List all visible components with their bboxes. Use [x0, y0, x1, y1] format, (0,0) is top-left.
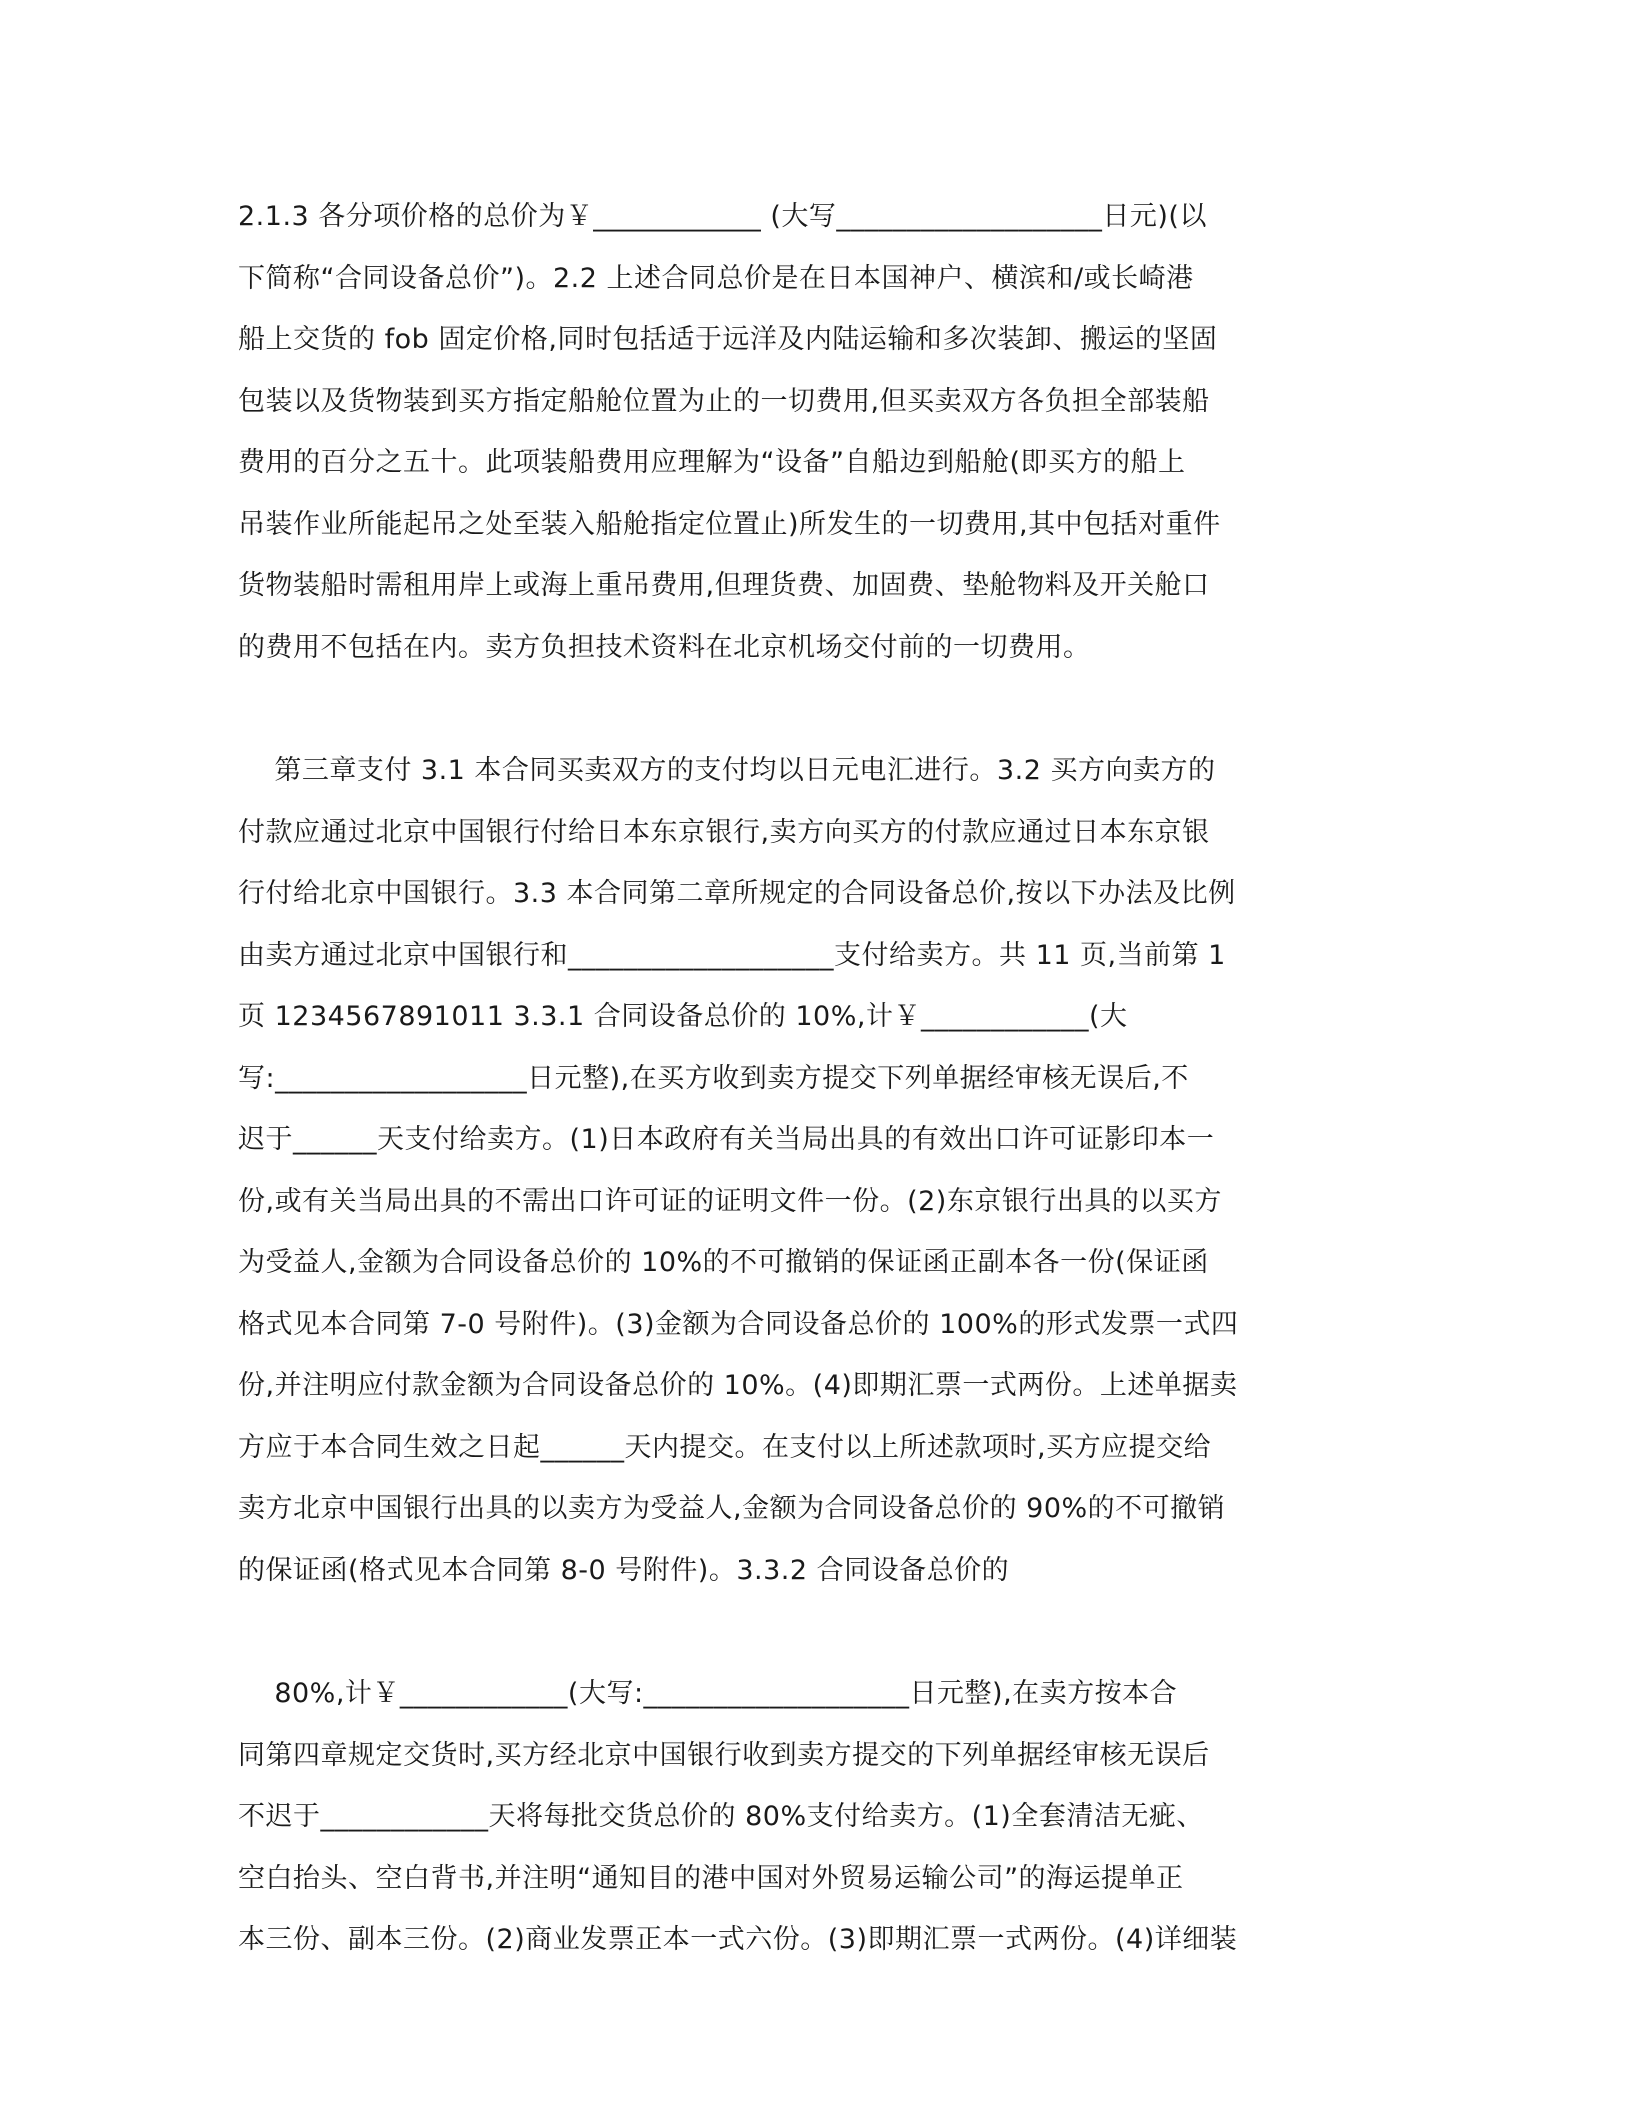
paragraph-payment-chapter — [238, 740, 1378, 1601]
text-line: 的保证函(格式见本合同第 8-0 号附件)。3.3.2 合同设备总价的 — [238, 1554, 1010, 1586]
text-line: 行付给北京中国银行。3.3 本合同第二章所规定的合同设备总价,按以下办法及比例 — [238, 878, 1236, 909]
text-line: 货物装船时需租用岸上或海上重吊费用,但理货费、加固费、垫舱物料及开关舱口 — [238, 570, 1210, 601]
text-line: 写:__________________日元整),在买方收到卖方提交下列单据经审核无误后,不 — [238, 1062, 1189, 1094]
paragraph-price-clause — [238, 186, 1378, 678]
text-line: 由卖方通过北京中国银行和___________________支付给卖方。共 11 页,当前第 1 — [238, 939, 1226, 971]
text-line: 为受益人,金额为合同设备总价的 10%的不可撤销的保证函正副本各一份(保证函 — [238, 1247, 1209, 1278]
text-line: 80%,计￥____________(大写:___________________日元整),在卖方按本合 — [238, 1678, 1178, 1709]
text-line: 的费用不包括在内。卖方负担技术资料在北京机场交付前的一切费用。 — [238, 631, 1091, 663]
text-line: 份,或有关当局出具的不需出口许可证的证明文件一份。(2)东京银行出具的以买方 — [238, 1185, 1222, 1217]
text-line: 不迟于____________天将每批交货总价的 80%支付给卖方。(1)全套清洁无疵、 — [238, 1801, 1204, 1832]
text-line: 付款应通过北京中国银行付给日本东京银行,卖方向买方的付款应通过日本东京银 — [238, 816, 1210, 848]
text-line: 迟于______天支付给卖方。(1)日本政府有关当局出具的有效出口许可证影印本一 — [238, 1124, 1215, 1155]
text-line: 包装以及货物装到买方指定船舱位置为止的一切费用,但买卖双方各负担全部装船 — [238, 385, 1210, 417]
text-line: 卖方北京中国银行出具的以卖方为受益人,金额为合同设备总价的 90%的不可撤销 — [238, 1493, 1226, 1524]
text-line: 页 1234567891011 3.3.1 合同设备总价的 10%,计￥____________(大 — [238, 1001, 1128, 1032]
text-line: 第三章支付 3.1 本合同买卖双方的支付均以日元电汇进行。3.2 买方向卖方的 — [238, 755, 1216, 786]
text-line: 格式见本合同第 7-0 号附件)。(3)金额为合同设备总价的 100%的形式发票一式四 — [238, 1308, 1239, 1340]
text-line: 同第四章规定交货时,买方经北京中国银行收到卖方提交的下列单据经审核无误后 — [238, 1739, 1210, 1771]
text-line: 下简称“合同设备总价”)。2.2 上述合同总价是在日本国神户、横滨和/或长崎港 — [238, 262, 1194, 294]
paragraph-spacer — [238, 678, 1378, 740]
text-line: 2.1.3 各分项价格的总价为￥____________ (大写___________________日元)(以 — [238, 201, 1207, 232]
text-line: 船上交货的 fob 固定价格,同时包括适于远洋及内陆运输和多次装卸、搬运的坚固 — [238, 324, 1218, 355]
paragraph-spacer — [238, 1601, 1378, 1663]
document-page — [238, 186, 1378, 1971]
text-line: 份,并注明应付款金额为合同设备总价的 10%。(4)即期汇票一式两份。上述单据卖 — [238, 1370, 1238, 1401]
text-line: 方应于本合同生效之日起______天内提交。在支付以上所述款项时,买方应提交给 — [238, 1431, 1212, 1463]
text-line: 费用的百分之五十。此项装船费用应理解为“设备”自船边到船舱(即买方的船上 — [238, 447, 1186, 478]
text-line: 本三份、副本三份。(2)商业发票正本一式六份。(3)即期汇票一式两份。(4)详细装 — [238, 1924, 1238, 1955]
text-line: 吊装作业所能起吊之处至装入船舱指定位置止)所发生的一切费用,其中包括对重件 — [238, 508, 1221, 540]
text-line: 空白抬头、空白背书,并注明“通知目的港中国对外贸易运输公司”的海运提单正 — [238, 1862, 1184, 1894]
paragraph-payment-80-percent — [238, 1663, 1378, 1971]
